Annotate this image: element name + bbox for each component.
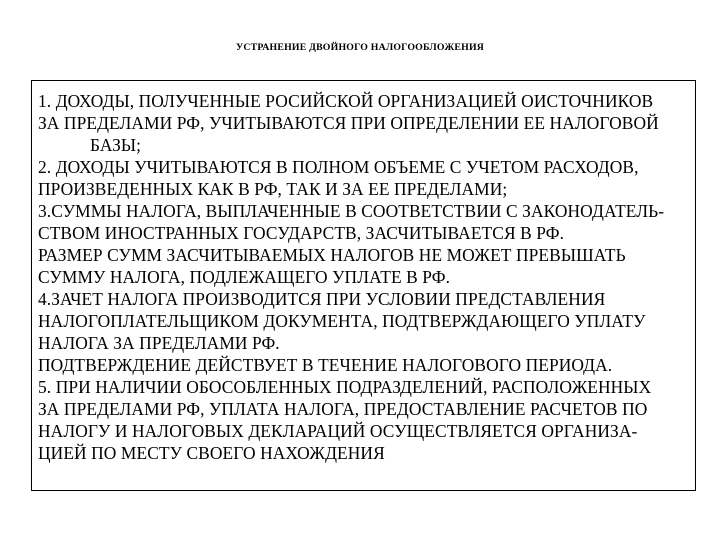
text-line: СУММУ НАЛОГА, ПОДЛЕЖАЩЕГО УПЛАТЕ В РФ. [38, 267, 451, 287]
text-line: ПОДТВЕРЖДЕНИЕ ДЕЙСТВУЕТ В ТЕЧЕНИЕ НАЛОГОВОГО ПЕРИОДА. [38, 355, 613, 375]
text-line: НАЛОГУ И НАЛОГОВЫХ ДЕКЛАРАЦИЙ ОСУЩЕСТВЛЯЕТСЯ ОРГАНИЗА- [38, 421, 638, 441]
text-line: 2. ДОХОДЫ УЧИТЫВАЮТСЯ В ПОЛНОМ ОБЪЕМЕ С УЧЕТОМ РАСХОДОВ, [38, 157, 639, 177]
page-title: УСТРАНЕНИЕ ДВОЙНОГО НАЛОГООБЛОЖЕНИЯ [235, 42, 485, 53]
content-box [31, 80, 696, 491]
text-line: РАЗМЕР СУММ ЗАСЧИТЫВАЕМЫХ НАЛОГОВ НЕ МОЖЕТ ПРЕВЫШАТЬ [38, 245, 626, 265]
text-line: 5. ПРИ НАЛИЧИИ ОБОСОБЛЕННЫХ ПОДРАЗДЕЛЕНИЙ, РАСПОЛОЖЕННЫХ [38, 377, 652, 397]
text-line: ЦИЕЙ ПО МЕСТУ СВОЕГО НАХОЖДЕНИЯ [38, 443, 385, 463]
text-line: НАЛОГА ЗА ПРЕДЕЛАМИ РФ. [38, 333, 280, 353]
text-line: ЗА ПРЕДЕЛАМИ РФ, УЧИТЫВАЮТСЯ ПРИ ОПРЕДЕЛЕНИИ ЕЕ НАЛОГОВОЙ [38, 113, 659, 133]
text-line: НАЛОГОПЛАТЕЛЬЩИКОМ ДОКУМЕНТА, ПОДТВЕРЖДАЮЩЕГО УПЛАТУ [38, 311, 646, 331]
text-line: ЗА ПРЕДЕЛАМИ РФ, УПЛАТА НАЛОГА, ПРЕДОСТАВЛЕНИЕ РАСЧЕТОВ ПО [38, 399, 648, 419]
text-line: 3.СУММЫ НАЛОГА, ВЫПЛАЧЕННЫЕ В СООТВЕТСТВИИ С ЗАКОНОДАТЕЛЬ- [38, 201, 665, 221]
text-line: 1. ДОХОДЫ, ПОЛУЧЕННЫЕ РОСИЙСКОЙ ОРГАНИЗАЦИЕЙ ОИСТОЧНИКОВ [38, 91, 654, 111]
text-line: СТВОМ ИНОСТРАННЫХ ГОСУДАРСТВ, ЗАСЧИТЫВАЕТСЯ В РФ. [38, 223, 565, 243]
text-line: ПРОИЗВЕДЕННЫХ КАК В РФ, ТАК И ЗА ЕЕ ПРЕДЕЛАМИ; [38, 179, 508, 199]
text-line: 4.ЗАЧЕТ НАЛОГА ПРОИЗВОДИТСЯ ПРИ УСЛОВИИ ПРЕДСТАВЛЕНИЯ [38, 289, 606, 309]
text-line: БАЗЫ; [90, 135, 142, 155]
